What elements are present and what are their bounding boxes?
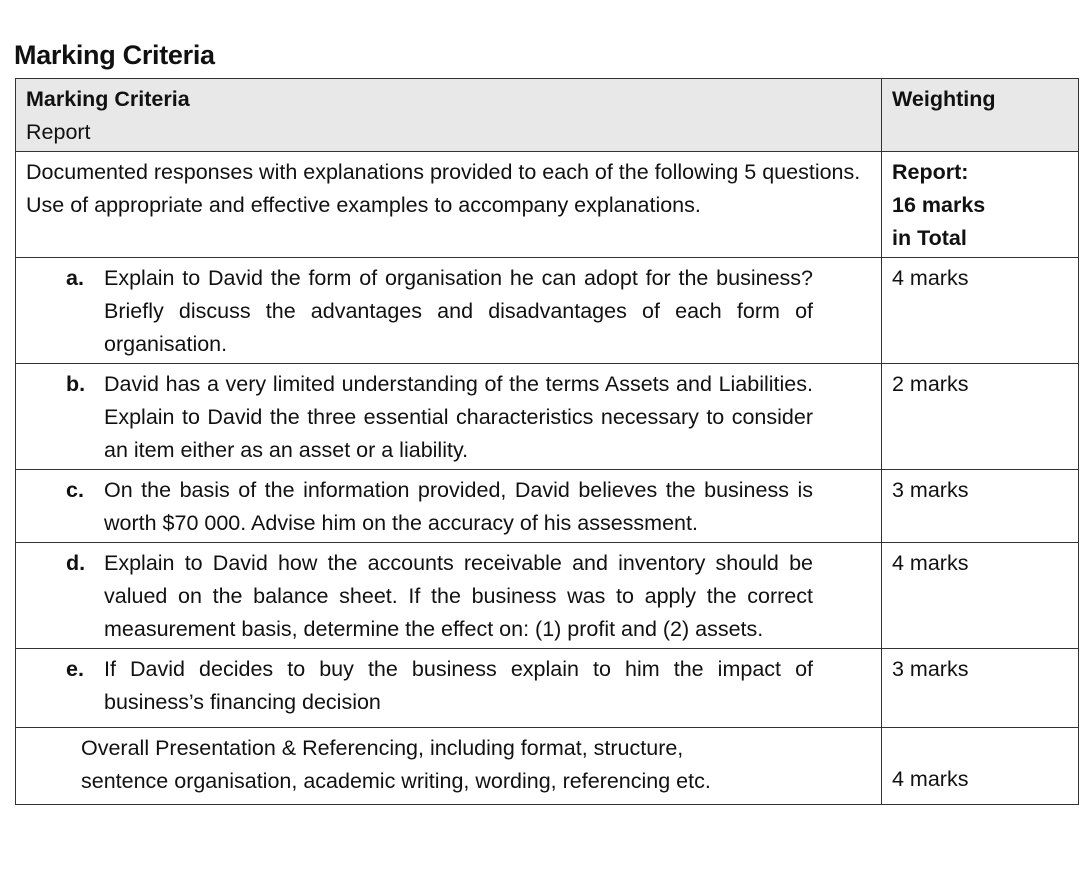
item-weight: 3 marks	[892, 657, 969, 681]
criteria-header-cell	[16, 79, 882, 152]
weighting-header-cell	[882, 79, 1079, 152]
item-weight: 4 marks	[892, 551, 969, 575]
criteria-row-c	[16, 470, 1079, 543]
intro-text: Documented responses with explanations provided to each of the following 5 questions. Use of appropriate and effective examples to accompany explanations.	[26, 160, 861, 217]
item-text: Explain to David the form of organisation he can adopt for the business? Briefly discuss the advantages and disadvantages of each form of organisation.	[104, 266, 813, 356]
item-weight: 3 marks	[892, 478, 969, 502]
intro-text-cell	[16, 152, 882, 258]
weight-cell	[882, 364, 1079, 470]
intro-weight-line1: Report:	[892, 160, 969, 184]
table-header-row	[16, 79, 1079, 152]
weight-cell	[882, 258, 1079, 364]
criteria-cell	[16, 470, 882, 543]
marking-criteria-table	[15, 78, 1079, 805]
criteria-cell	[16, 258, 882, 364]
criteria-cell	[16, 543, 882, 649]
item-text: On the basis of the information provided, David believes the business is worth $70 000. Advise him on the accuracy of his assessment.	[104, 478, 813, 535]
item-text: Explain to David how the accounts receivable and inventory should be valued on the balance sheet. If the business was to apply the correct measurement basis, determine the effect on: (1) profit and (2) assets.	[104, 551, 813, 641]
overall-row	[16, 728, 1079, 805]
item-weight: 2 marks	[892, 372, 969, 396]
item-text: David has a very limited understanding of the terms Assets and Liabilities. Explain to David the three essential characteristics necessary to consider an item either as an asset or a liability.	[104, 372, 813, 462]
overall-weight: 4 marks	[892, 767, 969, 791]
overall-line2: sentence organisation, academic writing, wording, referencing etc.	[81, 769, 711, 793]
overall-cell	[16, 728, 882, 805]
item-letter: d.	[66, 551, 86, 575]
item-letter: c.	[66, 478, 84, 502]
weighting-header-label: Weighting	[892, 87, 996, 111]
criteria-cell	[16, 364, 882, 470]
criteria-cell	[16, 649, 882, 728]
intro-weight-cell	[882, 152, 1079, 258]
page-title: Marking Criteria	[14, 40, 215, 70]
item-letter: a.	[66, 266, 84, 290]
item-letter: e.	[66, 657, 84, 681]
criteria-row-e	[16, 649, 1079, 728]
overall-line1: Overall Presentation & Referencing, including format, structure,	[81, 736, 684, 760]
criteria-row-b	[16, 364, 1079, 470]
criteria-header-label: Marking Criteria	[26, 87, 190, 111]
criteria-row-d	[16, 543, 1079, 649]
criteria-row-a	[16, 258, 1079, 364]
intro-weight-line3: in Total	[892, 226, 967, 250]
weight-cell	[882, 543, 1079, 649]
item-text: If David decides to buy the business explain to him the impact of business’s financing decision	[104, 657, 813, 714]
weight-cell	[882, 470, 1079, 543]
intro-weight-line2: 16 marks	[892, 193, 986, 217]
intro-row	[16, 152, 1079, 258]
criteria-header-sub: Report	[26, 120, 91, 144]
overall-weight-cell	[882, 728, 1079, 805]
item-letter: b.	[66, 372, 86, 396]
item-weight: 4 marks	[892, 266, 969, 290]
weight-cell	[882, 649, 1079, 728]
